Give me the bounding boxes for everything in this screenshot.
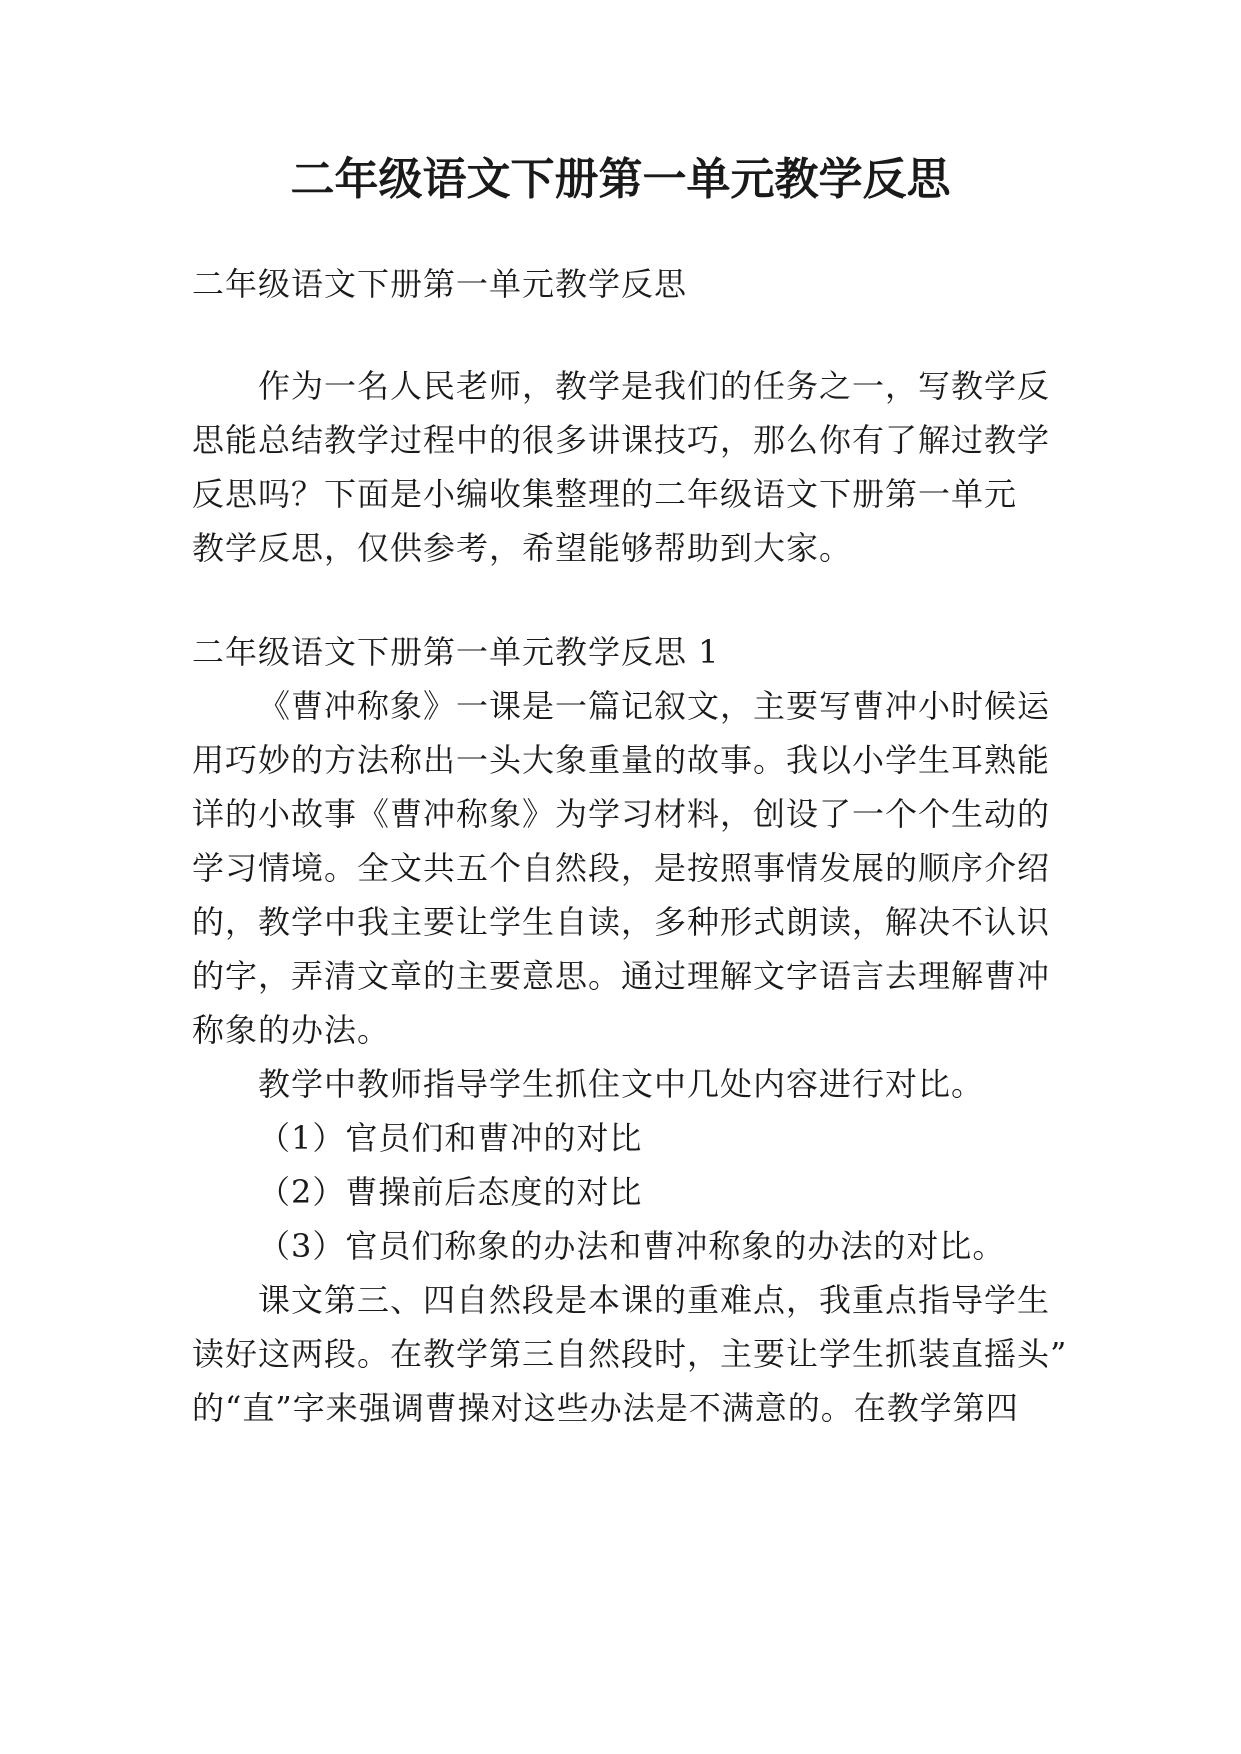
intro-line: 教学反思，仅供参考，希望能够帮助到大家。 <box>192 529 853 567</box>
body-line: 的字，弄清文章的主要意思。通过理解文字语言去理解曹冲 <box>192 957 1051 995</box>
comparison-item: （1）官员们和曹冲的对比 <box>258 1119 643 1157</box>
body-line: 《曹冲称象》一课是一篇记叙文，主要写曹冲小时候运 <box>258 687 1051 725</box>
body-line: 称象的办法。 <box>192 1011 391 1049</box>
body-line: 读好这两段。在教学第三自然段时，主要让学生抓装直摇头” <box>192 1335 1068 1373</box>
comparison-item: （2）曹操前后态度的对比 <box>258 1173 643 1211</box>
comparison-item: （3）官员们称象的办法和曹冲称象的办法的对比。 <box>258 1227 1006 1265</box>
body-line: 的“直”字来强调曹操对这些办法是不满意的。在教学第四 <box>192 1389 1019 1427</box>
document-subtitle: 二年级语文下册第一单元教学反思 <box>192 265 688 303</box>
body-line: 学习情境。全文共五个自然段，是按照事情发展的顺序介绍 <box>192 849 1051 887</box>
intro-line: 思能总结教学过程中的很多讲课技巧，那么你有了解过教学 <box>192 421 1051 459</box>
body-line: 课文第三、四自然段是本课的重难点，我重点指导学生 <box>258 1281 1051 1319</box>
intro-line: 作为一名人民老师，教学是我们的任务之一，写教学反 <box>258 367 1051 405</box>
body-line: 教学中教师指导学生抓住文中几处内容进行对比。 <box>258 1065 985 1103</box>
document-title: 二年级语文下册第一单元教学反思 <box>290 154 951 205</box>
body-line: 详的小故事《曹冲称象》为学习材料，创设了一个个生动的 <box>192 795 1051 833</box>
intro-line: 反思吗？下面是小编收集整理的二年级语文下册第一单元 <box>192 475 1018 513</box>
section-heading: 二年级语文下册第一单元教学反思 1 <box>192 633 720 671</box>
body-line: 的，教学中我主要让学生自读，多种形式朗读，解决不认识 <box>192 903 1051 941</box>
body-line: 用巧妙的方法称出一头大象重量的故事。我以小学生耳熟能 <box>192 741 1051 779</box>
